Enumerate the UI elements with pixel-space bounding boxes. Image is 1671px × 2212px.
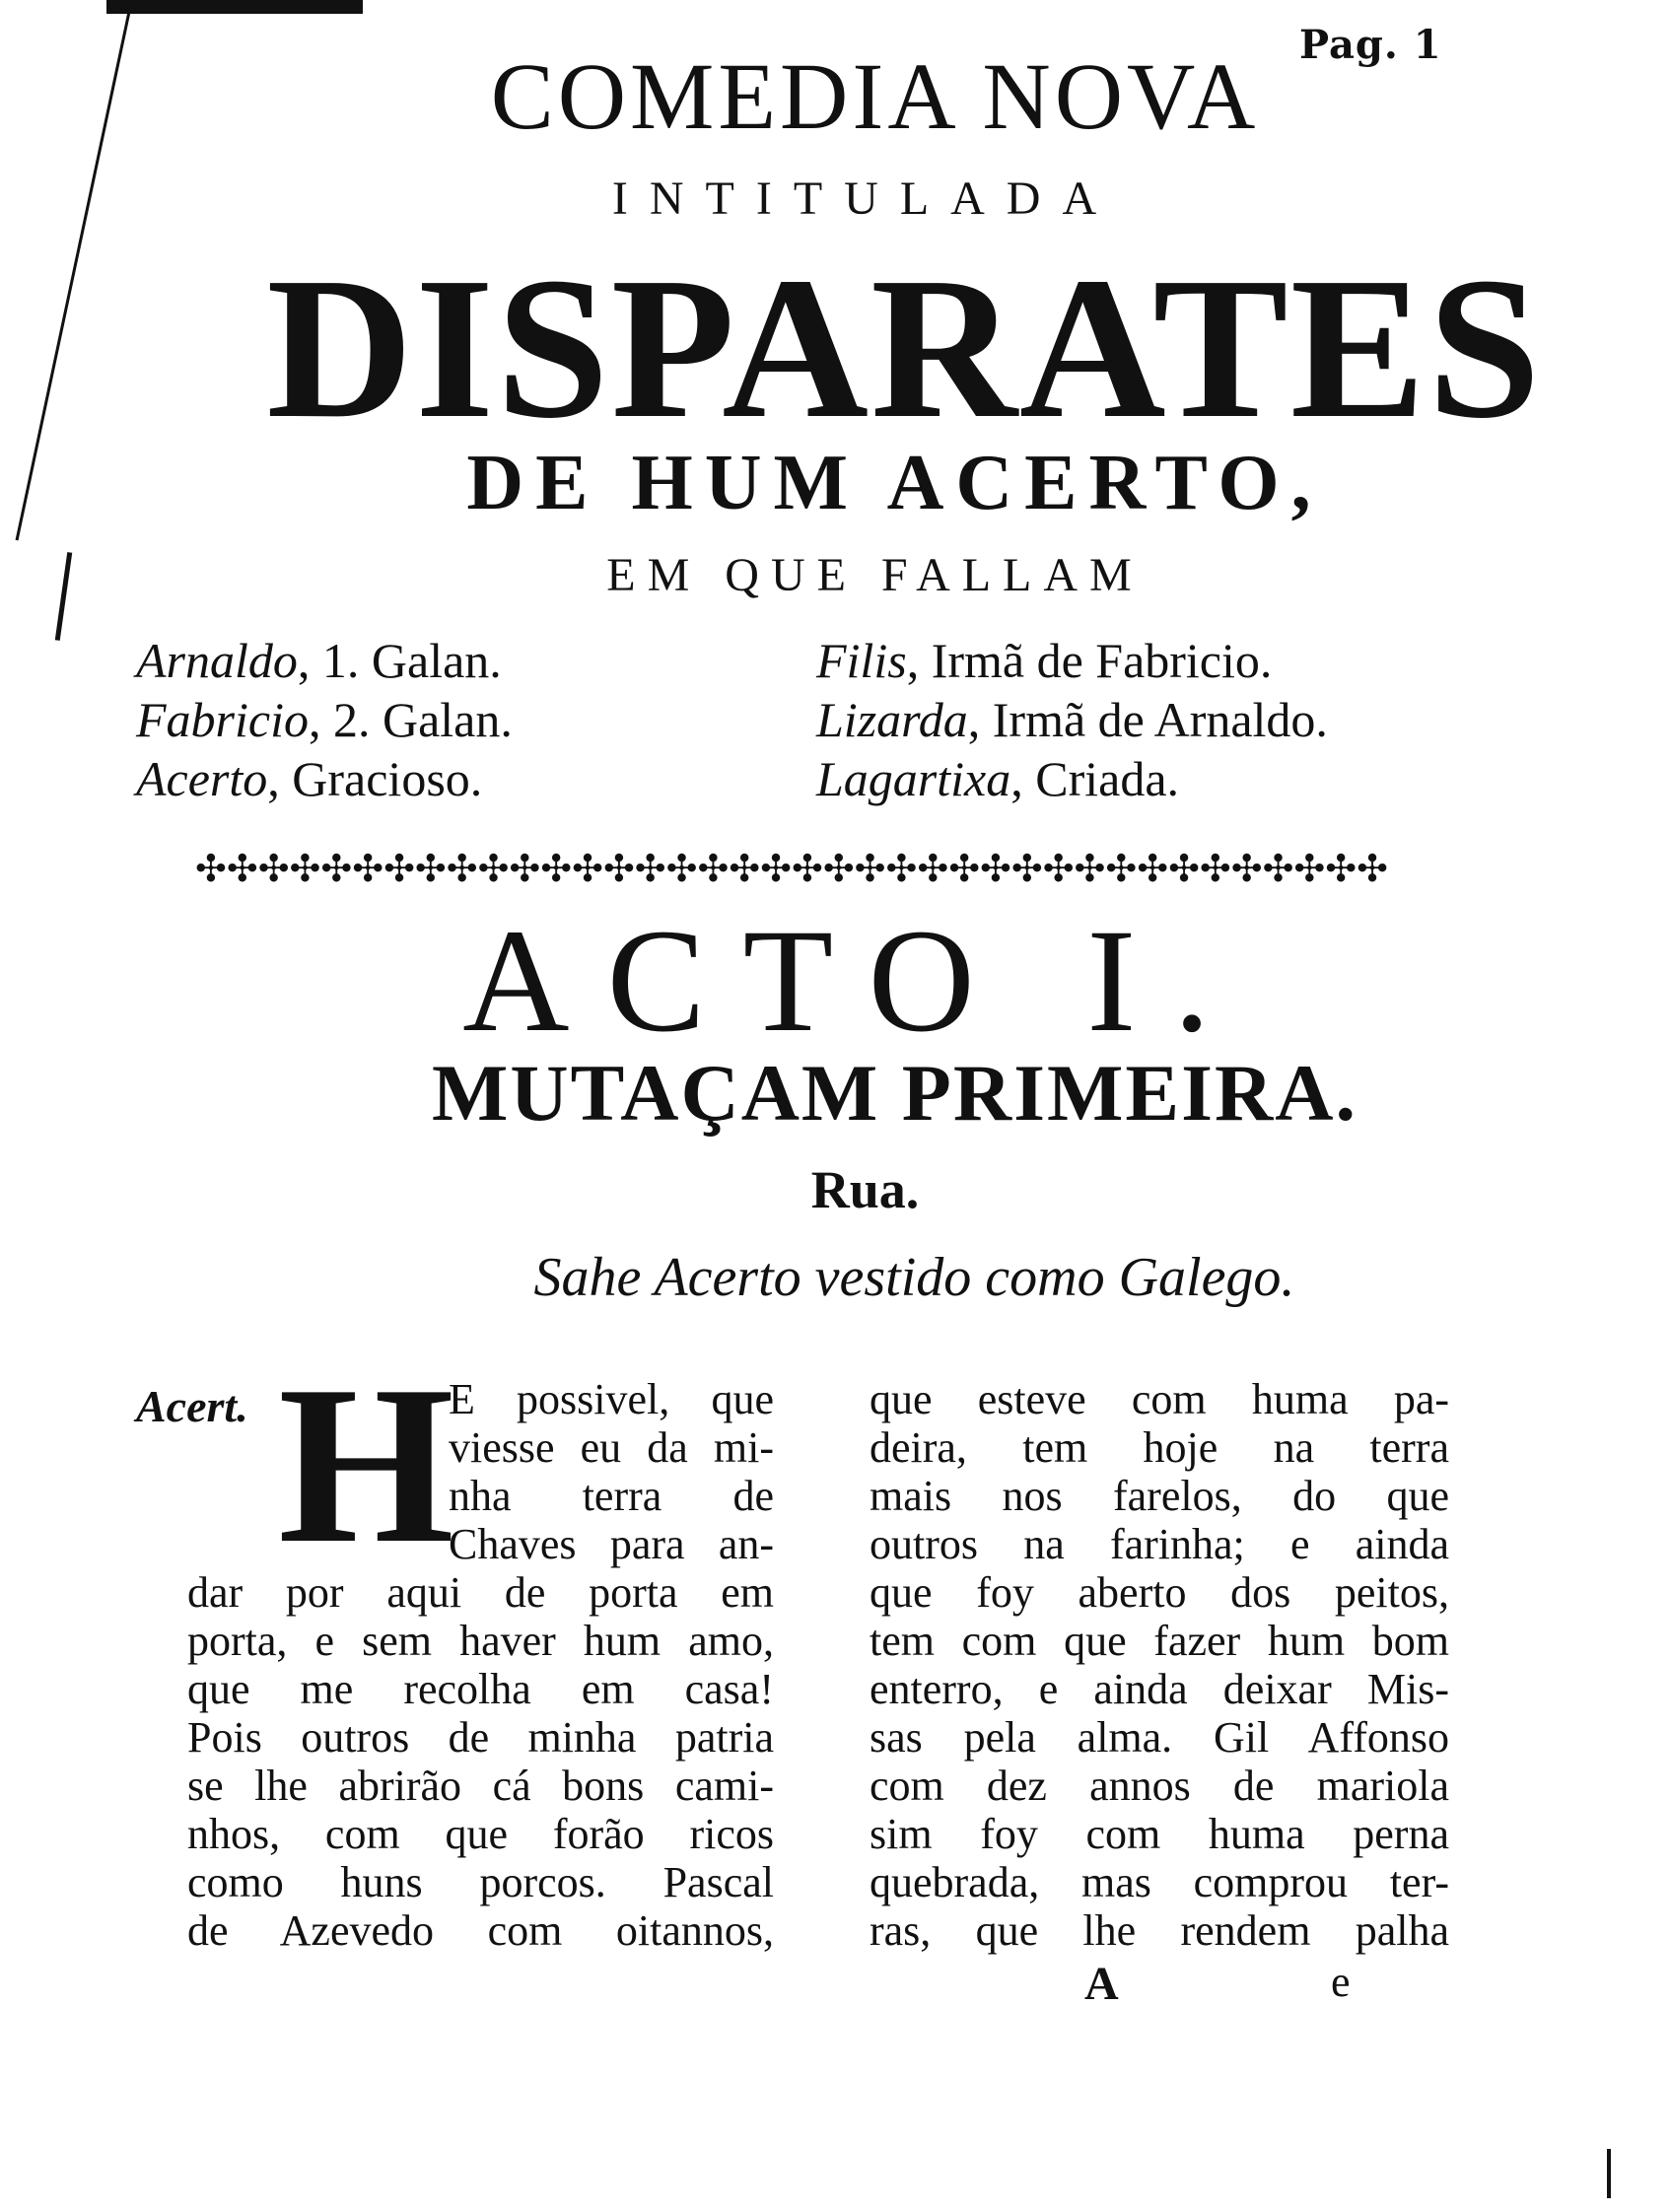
cast-column-right <box>816 631 1328 808</box>
text-line: sim foy com huma perna <box>870 1810 1449 1858</box>
text-line: com dez annos de mariola <box>870 1762 1449 1810</box>
cast-name: Filis <box>816 633 907 688</box>
scene-place: Rua. <box>810 1160 920 1219</box>
text-line: ras, que lhe rendem palha <box>870 1906 1449 1955</box>
cast-list <box>136 631 1447 808</box>
stage-direction: Sahe Acerto vestido como Galego. <box>533 1247 1295 1308</box>
cast-entry <box>136 631 513 690</box>
drop-cap: H <box>278 1339 454 1590</box>
page-number: Pag. 1 <box>1299 22 1442 68</box>
text-line: que foy aberto dos peitos, <box>870 1568 1449 1617</box>
text-line: viesse eu da mi- <box>449 1423 774 1472</box>
text-line: enterro, e ainda deixar Mis- <box>870 1665 1449 1713</box>
title-line-disparates: DISPARATES <box>266 235 1543 460</box>
top-edge-band <box>106 0 363 14</box>
cast-role: , 2. Galan. <box>308 692 513 747</box>
text-line: Chaves para an- <box>449 1520 774 1568</box>
cast-role: , Gracioso. <box>267 751 483 806</box>
text-line: E possivel, que <box>449 1375 774 1423</box>
cast-name: Acerto <box>136 751 268 806</box>
text-line: quebrada, mas comprou ter- <box>870 1858 1449 1906</box>
cast-entry <box>136 749 513 808</box>
title-line-de-hum-acerto: DE HUM ACERTO, <box>466 440 1323 526</box>
cast-name: Lagartixa <box>816 751 1011 806</box>
act-heading: ACTO I. <box>462 899 1248 1063</box>
cast-role: , Irmã de Arnaldo. <box>967 692 1328 747</box>
cast-entry <box>816 749 1328 808</box>
text-line: deira, tem hoje na terra <box>870 1423 1449 1472</box>
title-line-intitulada: INTITULADA <box>611 173 1119 225</box>
text-column-right <box>870 1375 1449 1955</box>
catchword: e <box>1331 1958 1351 2006</box>
signature-mark: A <box>1084 1958 1119 2010</box>
text-line: dar por aqui de porta em <box>187 1568 774 1617</box>
title-line-em-que-fallam: EM QUE FALLAM <box>606 549 1144 601</box>
text-line: como huns porcos. Pascal <box>187 1858 774 1906</box>
text-line: mais nos farelos, do que <box>870 1472 1449 1520</box>
text-line: que me recolha em casa! <box>187 1665 774 1713</box>
cast-column-left <box>136 631 513 808</box>
ornament-divider: ✣✣✣✣✣✣✣✣✣✣✣✣✣✣✣✣✣✣✣✣✣✣✣✣✣✣✣✣✣✣✣✣✣✣✣✣✣✣ <box>195 847 1388 890</box>
cast-role: , 1. Galan. <box>297 633 502 688</box>
text-line: nhos, com que forão ricos <box>187 1810 774 1858</box>
text-line: porta, e sem haver hum amo, <box>187 1617 774 1665</box>
scene-heading: MUTAÇAM PRIMEIRA. <box>432 1048 1358 1138</box>
text-line: se lhe abrirão cá bons cami- <box>187 1762 774 1810</box>
text-line: sas pela alma. Gil Affonso <box>870 1713 1449 1762</box>
text-column-left <box>187 1375 774 1955</box>
bottom-edge-mark <box>1607 2149 1611 2198</box>
text-line: de Azevedo com oitannos, <box>187 1906 774 1955</box>
cast-name: Fabricio <box>136 692 309 747</box>
text-line: tem com que fazer hum bom <box>870 1617 1449 1665</box>
title-line-comedia: COMEDIA NOVA <box>490 43 1260 149</box>
cast-name: Lizarda <box>816 692 968 747</box>
cast-entry <box>816 690 1328 749</box>
cast-name: Arnaldo <box>136 633 298 688</box>
text-line: Pois outros de minha patria <box>187 1713 774 1762</box>
text-line: outros na farinha; e ainda <box>870 1520 1449 1568</box>
cast-role: , Criada. <box>1010 751 1180 806</box>
text-line: que esteve com huma pa- <box>870 1375 1449 1423</box>
cast-entry <box>136 690 513 749</box>
text-line: nha terra de <box>449 1472 774 1520</box>
cast-entry <box>816 631 1328 690</box>
speaker-name: Acert. <box>136 1381 248 1431</box>
cast-role: , Irmã de Fabricio. <box>906 633 1273 688</box>
